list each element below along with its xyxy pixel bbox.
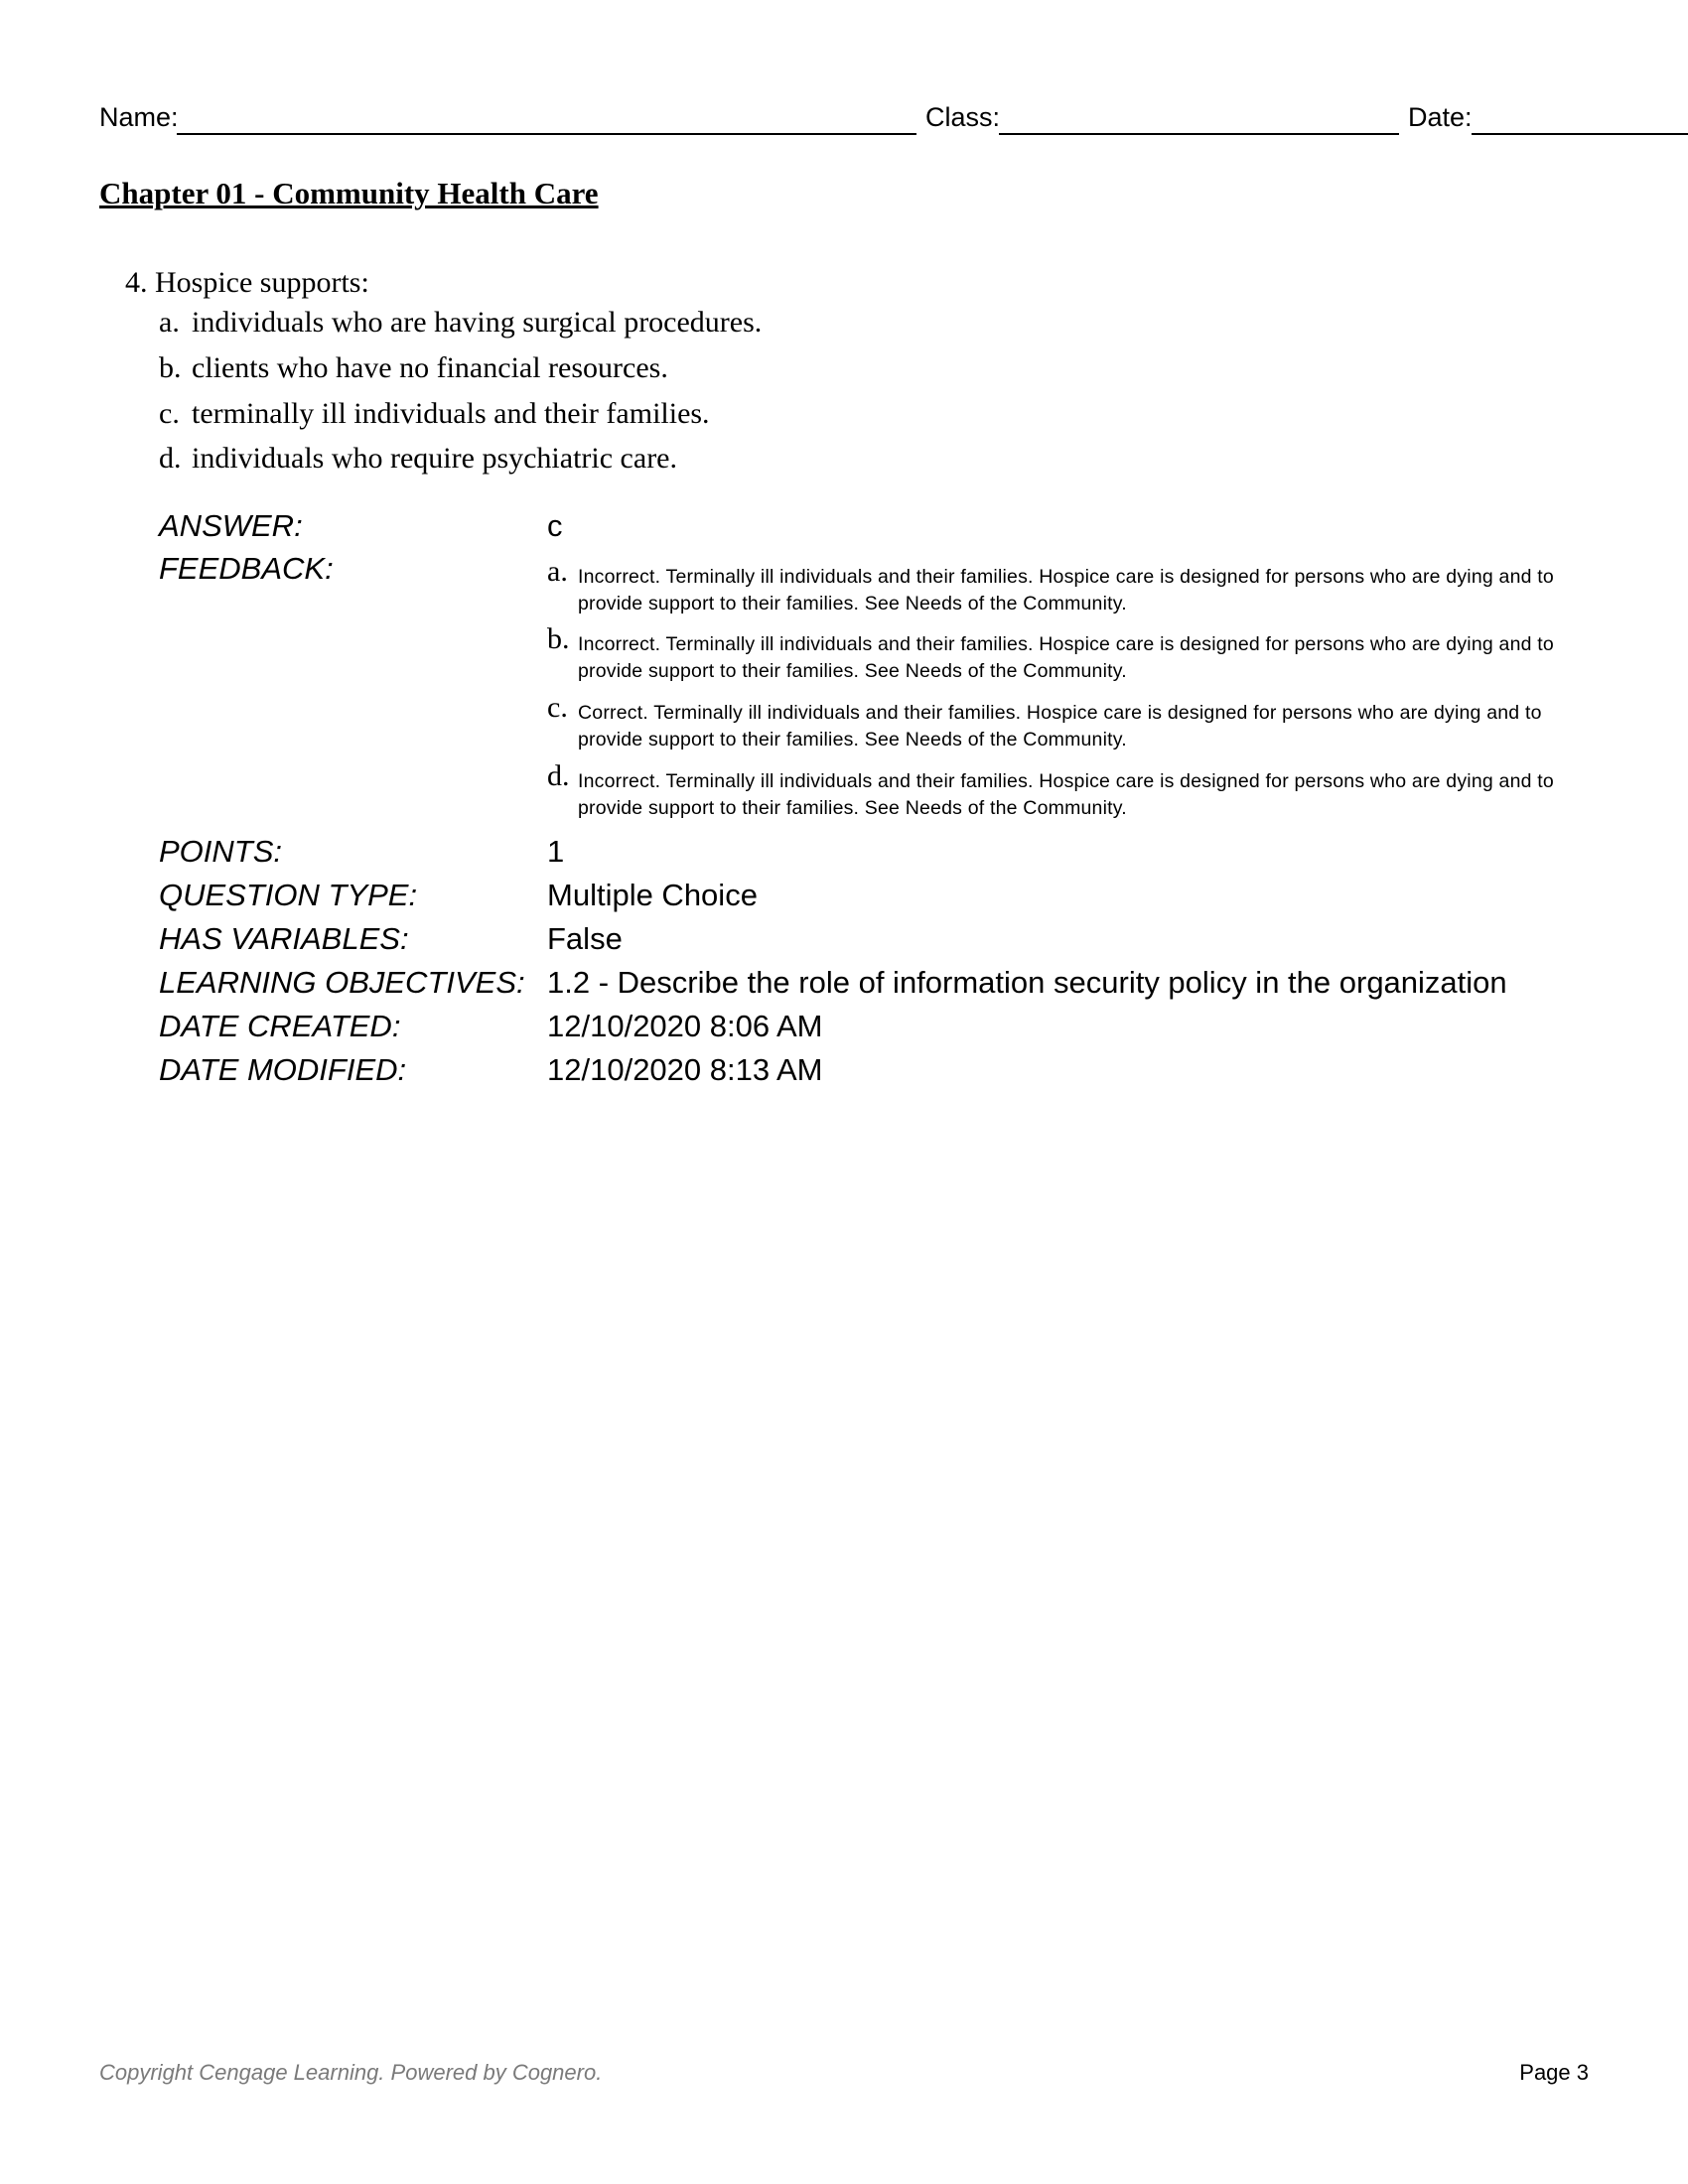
question-stem: [125, 263, 369, 303]
feedback-letter: c.: [547, 691, 568, 724]
option-text: terminally ill individuals and their families.: [192, 397, 710, 430]
feedback-text: Correct. Terminally ill individuals and their families. Hospice care is designed for persons who are dying and to provide support to their families. See Needs of the Community.: [578, 702, 1542, 751]
option-letter: a.: [159, 306, 180, 339]
chapter-title: Chapter 01 - Community Health Care: [99, 176, 599, 210]
feedback-letter: d.: [547, 759, 570, 792]
option-text: clients who have no financial resources.: [192, 351, 668, 384]
answer-option-a: [159, 303, 762, 342]
has-variables-value: False: [547, 921, 623, 956]
feedback-text: Incorrect. Terminally ill individuals and their families. Hospice care is designed for persons who are dying and to provide support to their families. See Needs of the Community.: [578, 566, 1554, 614]
name-label: Name:: [99, 102, 179, 132]
date-field-line[interactable]: [1472, 133, 1688, 135]
points-label: POINTS:: [159, 834, 283, 869]
has-variables-label: HAS VARIABLES:: [159, 921, 409, 956]
question-text: Hospice supports:: [155, 266, 369, 299]
date-created-label: DATE CREATED:: [159, 1009, 401, 1043]
date-modified-label: DATE MODIFIED:: [159, 1052, 407, 1087]
feedback-text: Incorrect. Terminally ill individuals and their families. Hospice care is designed for persons who are dying and to provide support to their families. See Needs of the Community.: [578, 633, 1554, 682]
copyright-footer: Copyright Cengage Learning. Powered by Cognero.: [99, 2060, 603, 2085]
question-number: 4.: [125, 266, 148, 299]
learning-objectives-label: LEARNING OBJECTIVES:: [159, 965, 525, 1000]
question-type-label: QUESTION TYPE:: [159, 878, 418, 912]
answer-option-b: [159, 348, 668, 388]
option-letter: b.: [159, 351, 182, 384]
feedback-label: FEEDBACK:: [159, 551, 334, 586]
points-value: 1: [547, 834, 565, 869]
class-field-line[interactable]: [999, 133, 1399, 135]
answer-value: c: [547, 508, 563, 543]
class-label: Class:: [925, 102, 1001, 132]
option-letter: d.: [159, 442, 182, 475]
answer-label: ANSWER:: [159, 508, 303, 543]
answer-option-d: [159, 439, 677, 478]
date-modified-value: 12/10/2020 8:13 AM: [547, 1052, 823, 1087]
feedback-text: Incorrect. Terminally ill individuals and their families. Hospice care is designed for persons who are dying and to provide support to their families. See Needs of the Community.: [578, 770, 1554, 819]
option-text: individuals who require psychiatric care.: [192, 442, 677, 475]
page-number: Page 3: [1519, 2060, 1589, 2085]
name-field-line[interactable]: [177, 133, 916, 135]
feedback-letter: b.: [547, 622, 570, 655]
learning-objectives-value: 1.2 - Describe the role of information security policy in the organization: [547, 965, 1507, 1000]
answer-option-c: [159, 394, 710, 434]
date-created-value: 12/10/2020 8:06 AM: [547, 1009, 823, 1043]
question-type-value: Multiple Choice: [547, 878, 758, 912]
option-letter: c.: [159, 397, 180, 430]
feedback-letter: a.: [547, 555, 568, 588]
option-text: individuals who are having surgical procedures.: [192, 306, 763, 339]
date-label: Date:: [1408, 102, 1473, 132]
student-info-header: [99, 99, 1589, 139]
